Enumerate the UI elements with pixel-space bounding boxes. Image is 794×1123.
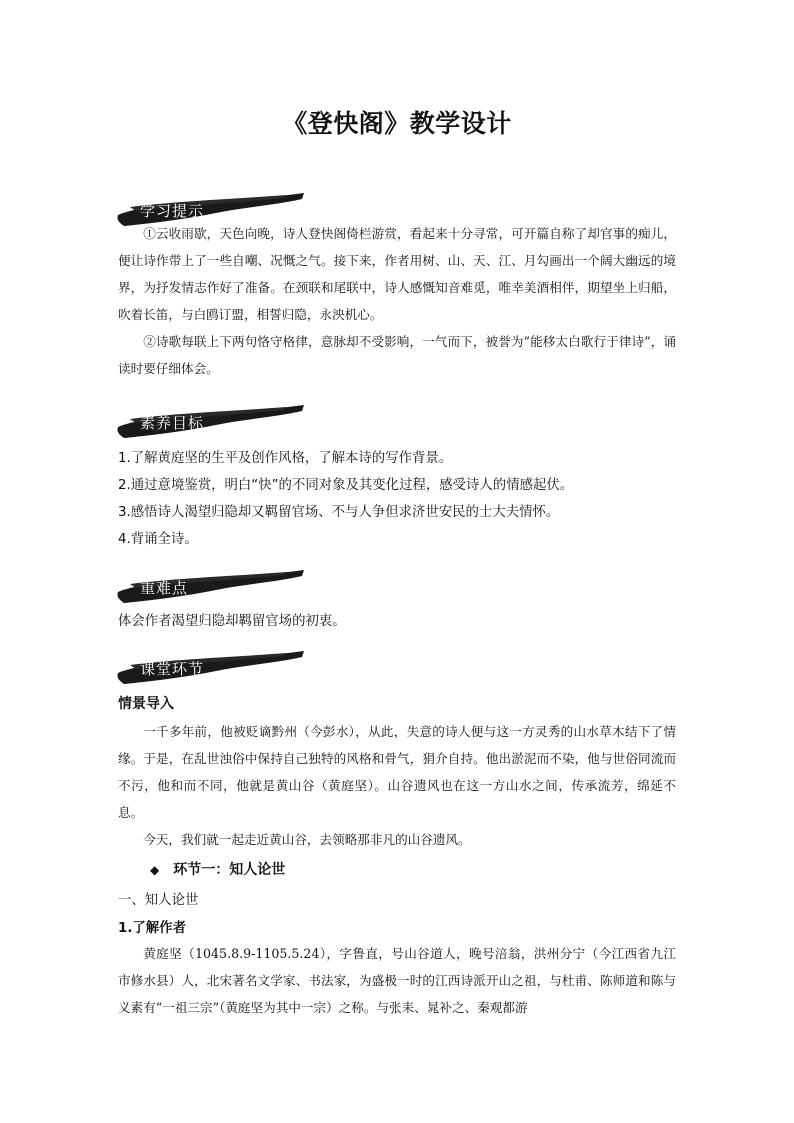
section-label: 素养目标 <box>140 414 205 432</box>
intro-paragraph-1: 一千多年前，他被贬谪黔州（今彭水），从此，失意的诗人便与这一方灵秀的山水草木结下了情缘。于是，在乱世浊俗中保持自己独特的风格和骨气，狷介自持。他出淤泥而不染，他与世俗同流而不污，他和而不同，他就是黄山谷（黄庭坚）。山谷遗风也在这一方山水之间，传承流芳，绵延不息。 <box>118 724 676 820</box>
section-label: 重难点 <box>140 579 189 597</box>
section-header-class <box>116 651 306 685</box>
section-label: 课堂环节 <box>140 660 205 678</box>
goal-item: 3.感悟诗人渴望归隐却又羁留官场、不与人争但求济世安民的士大夫情怀。 <box>118 505 560 520</box>
section-header-key-points <box>116 570 306 604</box>
sub-heading-1: 一、知人论世 <box>118 893 199 908</box>
stage-heading <box>150 859 285 879</box>
tips-paragraph-1: ①云收雨歇，天色向晚，诗人登快阁倚栏游赏，看起来十分寻常，可开篇自称了却官事的痴儿，便让诗作带上了一些自嘲、况慨之气。接下来，作者用树、山、天、江、月勾画出一个阔大幽远的境界，为抒发情志作好了准备。在颈联和尾联中，诗人感慨知音难觅，唯幸美酒相伴，期望坐上归船，吹着长笛，与白鸥订盟，相誓归隐，永泱机心。 <box>118 226 676 322</box>
author-paragraph: 黄庭坚（1045.8.9-1105.5.24），字鲁直，号山谷道人，晚号涪翁，洪州分宁（今江西省九江市修水县）人，北宋著名文学家、书法家，为盛极一时的江西诗派开山之祖，与杜甫、陈师道和陈与义素有“一祖三宗”（黄庭坚为其中一宗）之称。与张耒、晁补之、秦观都游 <box>118 946 676 1015</box>
section-label: 学习提示 <box>140 202 205 220</box>
key-point-text: 体会作者渴望归隐却羁留官场的初衷。 <box>118 614 346 629</box>
section-header-goals <box>116 405 306 439</box>
intro-heading: 情景导入 <box>118 696 174 712</box>
goal-item: 1.了解黄庭坚的生平及创作风格，了解本诗的写作背景。 <box>118 451 453 466</box>
sub-heading-2: 1.了解作者 <box>118 921 186 936</box>
document-title: 《登快阁》教学设计 <box>282 109 512 138</box>
goal-item: 2.通过意境鉴赏，明白“快”的不同对象及其变化过程，感受诗人的情感起伏。 <box>118 478 574 493</box>
diamond-bullet-icon: ◆ <box>150 863 160 877</box>
intro-paragraph-2: 今天，我们就一起走近黄山谷，去领略那非凡的山谷遗风。 <box>143 832 471 847</box>
goal-item: 4.背诵全诗。 <box>118 532 198 547</box>
tips-paragraph-2: ②诗歌每联上下两句恪守格律，意脉却不受影响，一气而下，被誉为“能移太白歌行于律诗”，诵读时要仔细体会。 <box>118 334 676 376</box>
stage-heading-text: 环节一：知人论世 <box>173 862 286 878</box>
